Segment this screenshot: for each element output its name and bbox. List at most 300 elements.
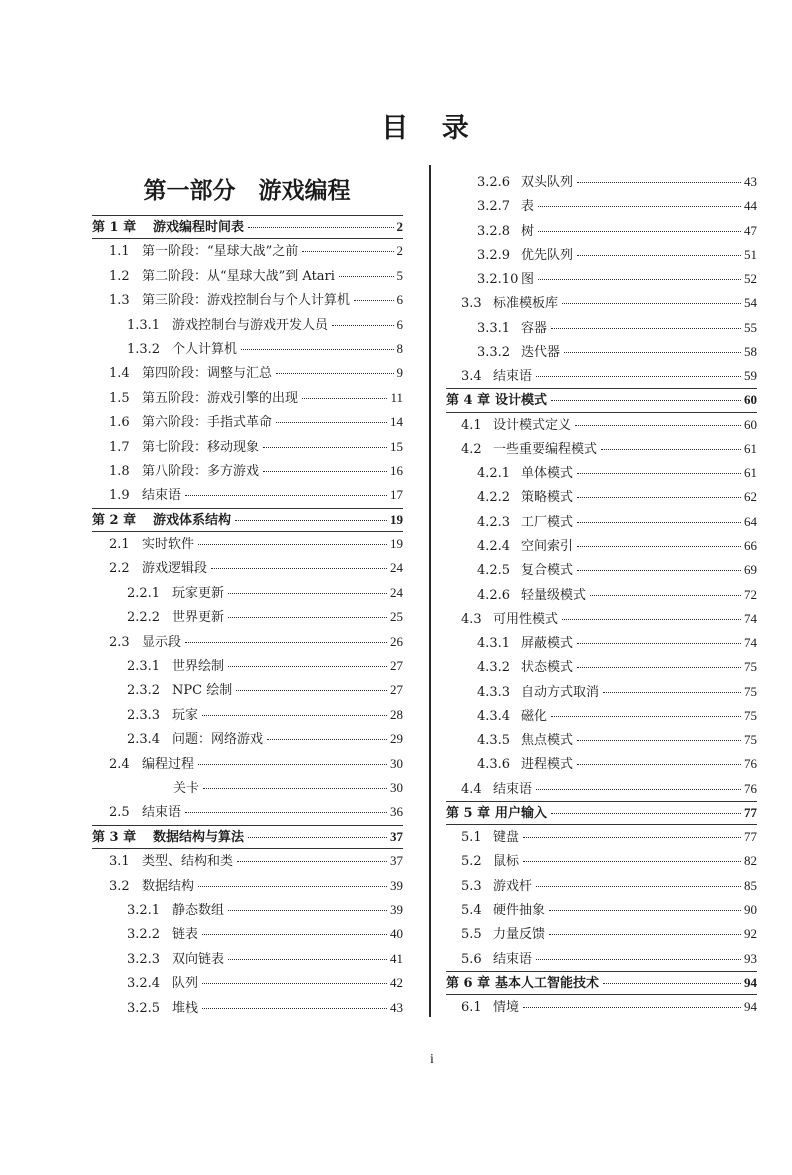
toc-entry-page: 9 (396, 365, 403, 381)
toc-entry-page: 27 (390, 658, 403, 674)
dot-leader (538, 279, 741, 280)
dot-leader (237, 861, 387, 862)
toc-entry-title: 第七阶段：移动现象 (142, 439, 260, 455)
toc-entry-title: 结束语 (493, 781, 533, 797)
dot-leader (332, 325, 393, 326)
toc-entry-page: 27 (390, 682, 403, 698)
toc-entry-number: 1.5 (109, 390, 130, 406)
toc-entry (446, 777, 757, 801)
toc-entry-title: 问题：网络游戏 (172, 732, 264, 748)
toc-entry-number: 第 4 章 (446, 393, 491, 409)
toc-entry (446, 849, 757, 873)
toc-entry (446, 631, 757, 655)
dot-leader (577, 667, 741, 668)
dot-leader (276, 373, 393, 374)
toc-entry-page: 74 (744, 635, 757, 651)
toc-entry-title: 结束语 (493, 369, 533, 385)
toc-entry-title: 复合模式 (521, 563, 574, 579)
toc-entry-title: 自动方式取消 (521, 684, 600, 700)
dot-leader (302, 251, 393, 252)
toc-entry-page: 37 (390, 853, 403, 869)
toc-entry (446, 898, 757, 922)
toc-entry-number: 3.2.1 (127, 902, 161, 918)
toc-entry-title: 树 (521, 223, 535, 239)
toc-entry-number: 4.2.2 (477, 490, 511, 506)
toc-entry (446, 558, 757, 582)
toc-entry-title: 堆栈 (172, 1000, 199, 1016)
toc-entry (92, 459, 403, 483)
toc-entry (446, 752, 757, 776)
toc-entry (446, 922, 757, 946)
toc-entry-title: 静态数组 (172, 902, 225, 918)
toc-entry-page: 43 (390, 999, 403, 1015)
toc-entry-title: 一些重要编程模式 (493, 441, 598, 457)
dot-leader (577, 764, 741, 765)
dot-leader (202, 715, 387, 716)
toc-entry (92, 435, 403, 459)
toc-entry (446, 243, 757, 267)
toc-entry-number: 2.2.2 (127, 610, 161, 626)
toc-entry-number: 4.3 (461, 611, 482, 627)
toc-entry (446, 728, 757, 752)
toc-chapter-entry (446, 801, 757, 825)
toc-entry-number: 4.2.1 (477, 466, 511, 482)
dot-leader (577, 255, 741, 256)
dot-leader (551, 716, 741, 717)
toc-entry-title: 第八阶段：多方游戏 (142, 463, 260, 479)
toc-entry-number: 1.4 (109, 366, 130, 382)
toc-entry-page: 44 (744, 198, 757, 214)
dot-leader (202, 934, 387, 935)
toc-entry (92, 605, 403, 629)
toc-entry-title: 数据结构与算法 (153, 829, 245, 845)
dot-leader (577, 740, 741, 741)
toc-entry-title: 游戏体系结构 (153, 512, 232, 528)
toc-entry-title: 游戏控制台与游戏开发人员 (172, 317, 329, 333)
toc-entry (92, 288, 403, 312)
toc-entry (446, 267, 757, 291)
toc-entry-title: 实时软件 (142, 537, 195, 553)
toc-entry-number: 第 3 章 (92, 829, 137, 845)
toc-entry-number: 3.2.6 (477, 175, 511, 190)
dot-leader (577, 570, 741, 571)
toc-entry-number: 3.3 (461, 296, 482, 312)
toc-entry (92, 971, 403, 995)
toc-entry-number: 3.2.10 (477, 272, 519, 288)
toc-entry-number: 2.4 (109, 756, 130, 772)
dot-leader (198, 764, 387, 765)
toc-entry-page: 47 (744, 222, 757, 238)
toc-entry-page: 69 (744, 562, 757, 578)
toc-entry-title: 结束语 (142, 488, 182, 504)
toc-entry-title: 链表 (172, 927, 199, 943)
dot-leader (536, 789, 741, 790)
dot-leader (228, 910, 387, 911)
toc-entry-number: 3.2.7 (477, 199, 511, 215)
toc-entry-title: 游戏逻辑段 (142, 561, 208, 577)
toc-entry-page: 75 (744, 683, 757, 699)
toc-entry-page: 75 (744, 732, 757, 748)
toc-entry-number: 3.2.2 (127, 927, 161, 943)
toc-entry-title: 双向链表 (172, 951, 225, 967)
toc-entry-title: 世界绘制 (172, 659, 225, 675)
toc-entry-title: 数据结构 (142, 878, 195, 894)
toc-entry-number: 6.1 (461, 1000, 482, 1016)
toc-entry (92, 556, 403, 580)
toc-entry-number: 2.3.4 (127, 732, 161, 748)
toc-entry-title: 个人计算机 (172, 341, 238, 357)
toc-entry-number: 3.1 (109, 854, 130, 870)
toc-entry-title: NPC 绘制 (172, 683, 233, 699)
toc-entry-number: 3.2.3 (127, 951, 161, 967)
toc-entry-title: 标准模板库 (493, 296, 559, 312)
toc-entry-page: 11 (390, 389, 403, 405)
page-number: i (430, 1052, 434, 1067)
dot-leader (577, 473, 741, 474)
dot-leader (577, 522, 741, 523)
toc-entry (92, 874, 403, 898)
toc-entry-page: 58 (744, 343, 757, 359)
toc-entry (92, 483, 403, 507)
dot-leader (590, 595, 741, 596)
dot-leader (551, 328, 741, 329)
dot-leader (202, 983, 387, 984)
toc-entry (446, 461, 757, 485)
toc-entry-page: 92 (744, 926, 757, 942)
dot-leader (577, 497, 741, 498)
toc-entry (92, 386, 403, 410)
toc-entry-page: 24 (390, 584, 403, 600)
toc-entry-number: 4.1 (461, 417, 482, 433)
toc-entry-title: 队列 (172, 976, 199, 992)
toc-entry-title: 第五阶段：游戏引擎的出现 (142, 390, 299, 406)
toc-entry-title: 轻量级模式 (521, 587, 587, 603)
toc-entry-page: 37 (390, 828, 403, 844)
toc-entry-number: 5.6 (461, 951, 482, 967)
toc-entry-page: 93 (744, 950, 757, 966)
toc-entry (446, 510, 757, 534)
toc-entry-title: 结束语 (142, 805, 182, 821)
toc-entry-title: 硬件抽象 (493, 902, 546, 918)
toc-entry (446, 437, 757, 461)
toc-entry-title: 显示段 (142, 634, 182, 650)
toc-entry-title: 迭代器 (521, 344, 561, 360)
toc-entry-number: 2.3 (109, 634, 130, 650)
toc-entry-page: 94 (744, 999, 757, 1015)
toc-entry-number: 5.1 (461, 830, 482, 846)
toc-entry (92, 996, 403, 1020)
dot-leader (549, 910, 741, 911)
dot-leader (536, 959, 741, 960)
toc-entry-number: 1.6 (109, 415, 130, 431)
dot-leader (236, 690, 387, 691)
toc-right-column (446, 170, 757, 1019)
toc-entry (92, 581, 403, 605)
toc-entry (92, 532, 403, 556)
toc-entry-page: 6 (396, 292, 403, 308)
toc-entry-page: 77 (744, 829, 757, 845)
toc-entry (446, 364, 757, 388)
toc-entry-number: 第 2 章 (92, 512, 137, 528)
toc-entry-page: 61 (744, 465, 757, 481)
toc-entry-number: 3.4 (461, 369, 482, 385)
dot-leader (263, 447, 387, 448)
dot-leader (538, 231, 741, 232)
toc-entry (446, 874, 757, 898)
toc-entry-page: 51 (744, 246, 757, 262)
toc-entry (446, 413, 757, 437)
dot-leader (551, 813, 741, 814)
dot-leader (577, 546, 741, 547)
dot-leader (354, 300, 393, 301)
toc-entry-title: 类型、结构和类 (142, 854, 234, 870)
dot-leader (235, 520, 387, 521)
toc-entry-title: 优先队列 (521, 247, 574, 263)
toc-entry (446, 291, 757, 315)
toc-entry-title: 第六阶段：手指式革命 (142, 415, 273, 431)
toc-entry-page: 39 (390, 901, 403, 917)
toc-entry-number: 1.3.2 (127, 341, 161, 357)
dot-leader (248, 227, 393, 228)
toc-entry-title: 第一阶段：“星球大战”之前 (142, 244, 299, 260)
toc-entry (446, 607, 757, 631)
toc-entry-title: 键盘 (493, 830, 520, 846)
toc-entry (446, 194, 757, 218)
toc-entry-title: 玩家 (172, 707, 199, 723)
dot-leader (263, 471, 387, 472)
toc-entry-page: 14 (390, 414, 403, 430)
column-divider (429, 165, 431, 1017)
toc-entry-number: 4.3.4 (477, 708, 511, 724)
toc-entry-title: 单体模式 (521, 466, 574, 482)
toc-entry-title: 用户输入 (495, 805, 548, 821)
dot-leader (549, 934, 741, 935)
toc-entry-number: 1.3 (109, 293, 130, 309)
toc-entry (446, 340, 757, 364)
dot-leader (551, 400, 741, 401)
toc-entry (92, 313, 403, 337)
toc-entry-page: 55 (744, 319, 757, 335)
toc-entry-page: 8 (396, 340, 403, 356)
dot-leader (241, 349, 393, 350)
toc-entry-title: 工厂模式 (521, 514, 574, 530)
toc-entry-title: 游戏杆 (493, 878, 533, 894)
dot-leader (523, 1007, 741, 1008)
toc-entry-page: 25 (390, 609, 403, 625)
toc-entry-title: 第三阶段：游戏控制台与个人计算机 (142, 293, 351, 309)
toc-entry-page: 43 (744, 174, 757, 189)
toc-entry (446, 534, 757, 558)
toc-entry (92, 752, 403, 776)
toc-entry-title: 设计模式 (495, 393, 548, 409)
toc-entry-page: 6 (396, 316, 403, 332)
toc-entry-number: 4.3.6 (477, 757, 511, 773)
toc-entry-number: 4.2.4 (477, 538, 511, 554)
dot-leader (603, 692, 741, 693)
toc-entry-number: 4.2.5 (477, 563, 511, 579)
toc-entry-title: 设计模式定义 (493, 417, 572, 433)
toc-entry-page: 16 (390, 462, 403, 478)
toc-entry-number: 3.2.9 (477, 247, 511, 263)
toc-chapter-entry (446, 388, 757, 412)
toc-entry-number: 5.5 (461, 927, 482, 943)
toc-entry-page: 2 (396, 243, 403, 259)
toc-entry (92, 678, 403, 702)
toc-entry-number: 5.2 (461, 854, 482, 870)
toc-entry-title: 鼠标 (493, 854, 520, 870)
toc-entry-number: 4.2.6 (477, 587, 511, 603)
dot-leader (577, 643, 741, 644)
toc-entry-number: 4.2.3 (477, 514, 511, 530)
dot-leader (248, 837, 387, 838)
toc-entry (446, 825, 757, 849)
toc-entry-number: 2.3.1 (127, 659, 161, 675)
toc-entry-page: 76 (744, 756, 757, 772)
toc-chapter-entry (92, 215, 403, 239)
toc-entry-number: 4.4 (461, 781, 482, 797)
toc-entry-page: 40 (390, 926, 403, 942)
dot-leader (536, 376, 741, 377)
toc-entry (446, 655, 757, 679)
toc-entry-page: 28 (390, 706, 403, 722)
toc-entry-number: 5.3 (461, 878, 482, 894)
toc-entry-title: 力量反馈 (493, 927, 546, 943)
toc-entry-title: 第四阶段：调整与汇总 (142, 366, 273, 382)
toc-entry-number: 2.2 (109, 561, 130, 577)
toc-entry-page: 85 (744, 877, 757, 893)
toc-entry-page: 75 (744, 707, 757, 723)
toc-entry (446, 995, 757, 1019)
toc-entry-number: 3.2.8 (477, 223, 511, 239)
toc-entry (446, 583, 757, 607)
dot-leader (211, 568, 387, 569)
toc-entry-title: 第二阶段：从“星球大战”到 Atari (142, 268, 335, 284)
toc-chapter-entry (92, 825, 403, 849)
toc-chapter-entry (92, 508, 403, 532)
toc-entry (446, 485, 757, 509)
toc-entry-page: 62 (744, 489, 757, 505)
toc-entry (92, 630, 403, 654)
dot-leader (185, 812, 387, 813)
toc-entry-title: 关卡 (173, 780, 200, 796)
toc-entry-page: 77 (744, 804, 757, 820)
toc-entry (92, 849, 403, 873)
toc-entry-number: 1.1 (109, 244, 130, 260)
toc-entry-title: 状态模式 (521, 660, 574, 676)
dot-leader (536, 886, 741, 887)
dot-leader (603, 983, 741, 984)
toc-entry (92, 361, 403, 385)
toc-entry (92, 410, 403, 434)
toc-entry-title: 游戏编程时间表 (153, 220, 245, 235)
toc-entry (92, 264, 403, 288)
toc-entry-page: 30 (390, 755, 403, 771)
dot-leader (198, 886, 387, 887)
page-title: 目 录 (381, 113, 481, 144)
toc-entry-number: 1.8 (109, 463, 130, 479)
toc-entry-page: 64 (744, 513, 757, 529)
toc-entry (92, 898, 403, 922)
toc-entry-page: 90 (744, 901, 757, 917)
toc-entry-page: 26 (390, 633, 403, 649)
dot-leader (203, 788, 387, 789)
toc-entry-page: 5 (396, 267, 403, 283)
toc-entry-number: 4.3.3 (477, 684, 511, 700)
toc-entry (92, 947, 403, 971)
toc-entry-number: 3.2 (109, 878, 130, 894)
toc-entry-page: 19 (390, 536, 403, 552)
toc-entry-title: 双头队列 (521, 175, 574, 190)
dot-leader (228, 666, 387, 667)
toc-entry-title: 图 (521, 272, 535, 288)
dot-leader (562, 303, 741, 304)
toc-entry-number: 1.9 (109, 488, 130, 504)
toc-entry-number: 3.3.2 (477, 344, 511, 360)
toc-entry-title: 基本人工智能技术 (495, 975, 600, 991)
dot-leader (564, 352, 741, 353)
toc-entry-page: 74 (744, 610, 757, 626)
toc-entry (92, 337, 403, 361)
toc-entry-page: 72 (744, 586, 757, 602)
toc-entry-number: 4.3.5 (477, 733, 511, 749)
toc-chapter-entry (446, 971, 757, 995)
toc-entry-number: 4.2 (461, 441, 482, 457)
toc-entry-number: 4.3.2 (477, 660, 511, 676)
toc-entry-number: 2.1 (109, 537, 130, 553)
toc-left-column (92, 215, 403, 1020)
dot-leader (267, 739, 387, 740)
toc-entry-number: 5.4 (461, 902, 482, 918)
dot-leader (202, 1008, 387, 1009)
toc-entry-page: 75 (744, 659, 757, 675)
toc-entry-title: 焦点模式 (521, 733, 574, 749)
toc-entry-title: 空间索引 (521, 538, 574, 554)
dot-leader (198, 544, 387, 545)
dot-leader (339, 276, 394, 277)
toc-entry (92, 922, 403, 946)
dot-leader (601, 449, 741, 450)
toc-entry-page: 76 (744, 780, 757, 796)
toc-entry (92, 800, 403, 824)
dot-leader (302, 398, 387, 399)
toc-entry-page: 39 (390, 877, 403, 893)
toc-entry-page: 42 (390, 975, 403, 991)
toc-entry-number: 4.3.1 (477, 636, 511, 652)
toc-entry (92, 703, 403, 727)
toc-entry-title: 策略模式 (521, 490, 574, 506)
toc-entry-number: 1.7 (109, 439, 130, 455)
toc-entry-number: 3.3.1 (477, 320, 511, 336)
dot-leader (577, 182, 741, 183)
dot-leader (523, 861, 741, 862)
toc-entry (446, 704, 757, 728)
toc-entry-title: 进程模式 (521, 757, 574, 773)
dot-leader (523, 837, 741, 838)
toc-entry-number: 第 5 章 (446, 805, 491, 821)
dot-leader (276, 422, 387, 423)
toc-entry-title: 屏蔽模式 (521, 636, 574, 652)
toc-entry-page: 66 (744, 537, 757, 553)
dot-leader (228, 617, 387, 618)
dot-leader (185, 642, 387, 643)
toc-entry-page: 24 (390, 560, 403, 576)
toc-entry-number: 1.3.1 (127, 317, 161, 333)
dot-leader (538, 206, 741, 207)
toc-entry-title: 容器 (521, 320, 548, 336)
toc-entry-title: 世界更新 (172, 610, 225, 626)
toc-entry-number: 第 6 章 (446, 975, 491, 991)
dot-leader (562, 619, 741, 620)
